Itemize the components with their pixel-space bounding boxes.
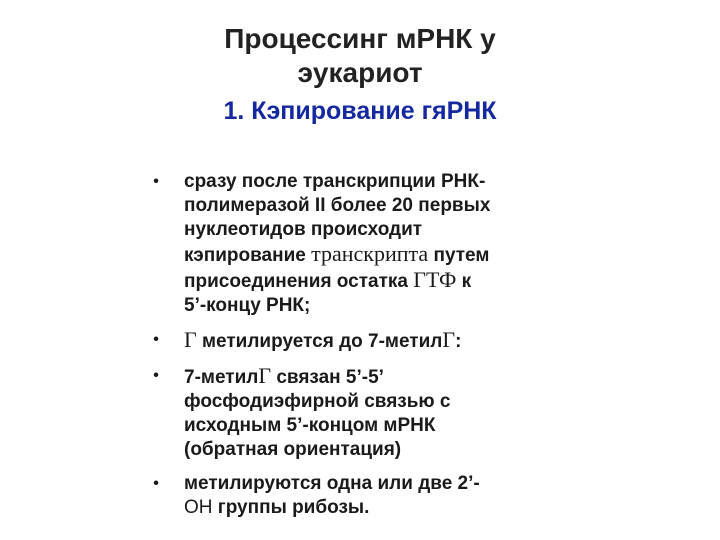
bullet-item-capping [150,170,620,318]
bullet-1-text: к [456,271,472,292]
bullet-item-methylation [150,328,620,354]
title-line-2: эукариот [297,57,423,88]
bullet-1-line-4 [184,242,620,268]
slide-title [0,22,720,90]
bullet-1-text: присоединения остатка [184,271,414,292]
bullet-1-line-6: 5’-концу РНК; [184,295,311,316]
bullet-marker: • [153,475,159,492]
bullet-4-line-1: метилируются одна или две 2’- [184,473,480,494]
bullet-3-line-2: фосфодиэфирной связью с [184,391,451,412]
bullet-3-line-3: исходным 5’-концом мРНК [184,415,436,436]
bullet-1-text: путем [428,245,490,266]
bullet-3-text: связан 5’-5’ [271,367,384,388]
bullet-4-line-2 [184,496,620,520]
bullet-1-line-2: полимеразой II более 20 первых [184,195,491,216]
bullet-item-ribose [150,472,620,520]
bullet-marker: • [153,173,159,190]
bullet-2-text: метилируется до 7-метил [196,331,443,352]
bullet-3-line-4: (обратная ориентация) [184,439,402,460]
bullet-1-line-3: нуклеотидов происходит [184,219,423,240]
title-line-1: Процессинг мРНК у [224,23,496,54]
bullet-marker: • [153,331,159,348]
bullet-3-term-g: Г [258,363,272,388]
slide-subtitle: 1. Кэпирование гяРНК [223,97,497,125]
bullet-4-text: группы рибозы. [212,497,370,518]
bullet-1-line-5 [184,268,620,294]
bullet-list [150,170,620,520]
bullet-3-text: 7-метил [184,367,259,388]
bullet-2-term-g: Г [184,327,197,352]
bullet-4-term-oh: ОН [184,497,213,518]
bullet-1-term-gtp: ГТФ [413,267,457,292]
bullet-1-line-1: сразу после транскрипции РНК- [184,171,486,192]
bullet-3-line-1 [184,364,620,390]
bullet-1-text: кэпирование [184,245,312,266]
bullet-2-text: : [455,331,462,352]
bullet-2-term-g: Г [442,327,456,352]
bullet-2-line-1 [184,328,620,354]
bullet-marker: • [153,367,159,384]
bullet-1-term-transcript: транскрипта [311,241,429,266]
bullet-item-linkage [150,364,620,462]
